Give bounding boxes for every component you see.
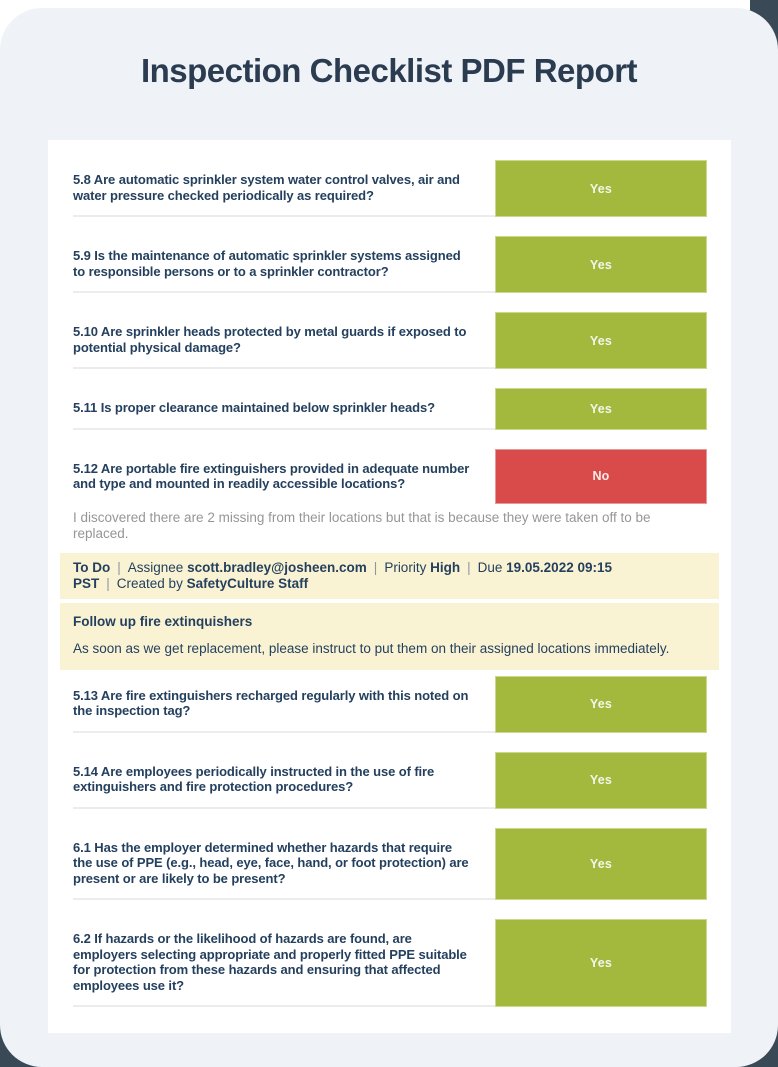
checklist-panel: [48, 140, 731, 1033]
answer-badge-yes: [495, 752, 707, 809]
answer-badge-yes: [495, 676, 707, 733]
answer-label: Yes: [589, 956, 613, 970]
assignee-email: scott.bradley@josheen.com: [187, 559, 367, 575]
separator: |: [467, 559, 471, 575]
todo-description: As soon as we get replacement, please instruct to put them on their assigned locations immediately.: [73, 641, 670, 656]
question-text: 5.12 Are portable fire extinguishers provided in adequate number and type and mounted in readily accessible locations?: [73, 460, 470, 491]
created-by-label: Created by: [116, 575, 183, 591]
answer-badge-yes: [495, 828, 707, 901]
answer-label: Yes: [589, 856, 613, 871]
checklist-row-5-13: [73, 676, 707, 733]
question-text: 5.8 Are automatic sprinkler system water control valves, air and water pressure checked periodically as required?: [73, 160, 495, 217]
report-page: [0, 8, 778, 1067]
checklist-row-5-8: [73, 160, 707, 217]
due-value: 19.05.2022 09:15 PST: [73, 559, 612, 591]
answer-label: Yes: [589, 401, 613, 416]
priority-value: High: [430, 559, 461, 575]
question-text: 6.1 Has the employer determined whether hazards that require the use of PPE (e.g., head, eye, face, hand, or foot protection) are present or are likely to be present?: [73, 828, 495, 901]
question-text: 5.10 Are sprinkler heads protected by metal guards if exposed to potential physical damage?: [73, 312, 495, 369]
created-by-value: SafetyCulture Staff: [186, 575, 309, 591]
answer-label: Yes: [589, 181, 613, 196]
answer-label: No: [592, 469, 610, 483]
answer-badge-yes: [495, 312, 707, 369]
checklist-row-6-1: [73, 828, 707, 901]
todo-meta-bar: [60, 553, 719, 599]
checklist-row-5-10: [73, 312, 707, 369]
question-text: 5.11 Is proper clearance maintained below sprinkler heads?: [73, 388, 495, 430]
separator: |: [373, 559, 378, 575]
answer-badge-yes: [495, 388, 707, 430]
answer-badge-yes: [495, 160, 707, 217]
answer-badge-yes: [495, 919, 707, 1007]
answer-label: Yes: [589, 773, 613, 787]
separator: |: [117, 559, 121, 575]
page-title: Inspection Checklist PDF Report: [140, 52, 638, 89]
question-text: 6.2 If hazards or the likelihood of hazards are found, are employers selecting appropriate and properly fitted PPE suitable for protection from these hazards and ensuring that affected employees use it?: [73, 919, 495, 1007]
answer-badge-no: [495, 449, 707, 504]
question-text: 5.14 Are employees periodically instructed in the use of fire extinguishers and fire protection procedures?: [73, 752, 495, 809]
todo-details: [60, 603, 719, 670]
checklist-row-5-12: [73, 449, 707, 504]
separator: |: [106, 575, 110, 591]
answer-label: Yes: [589, 697, 613, 711]
due-label: Due: [477, 559, 503, 575]
question-text: 5.9 Is the maintenance of automatic sprinkler systems assigned to responsible persons or to a sprinkler contractor?: [73, 236, 495, 293]
checklist-row-5-14: [73, 752, 707, 809]
todo-title: Follow up fire extinquishers: [73, 613, 253, 629]
inspector-note: I discovered there are 2 missing from their locations but that is because they were taken off to be replaced.: [73, 509, 651, 541]
answer-badge-yes: [495, 236, 707, 293]
checklist-row-5-11: [73, 388, 707, 430]
answer-label: Yes: [589, 257, 613, 272]
assignee-label: Assignee: [127, 559, 184, 575]
todo-label: To Do: [73, 559, 111, 575]
priority-label: Priority: [384, 559, 427, 575]
answer-label: Yes: [589, 333, 613, 348]
checklist-row-6-2: [73, 919, 707, 1007]
question-text: 5.13 Are fire extinguishers recharged regularly with this noted on the inspection tag?: [73, 676, 495, 733]
checklist-row-5-9: [73, 236, 707, 293]
